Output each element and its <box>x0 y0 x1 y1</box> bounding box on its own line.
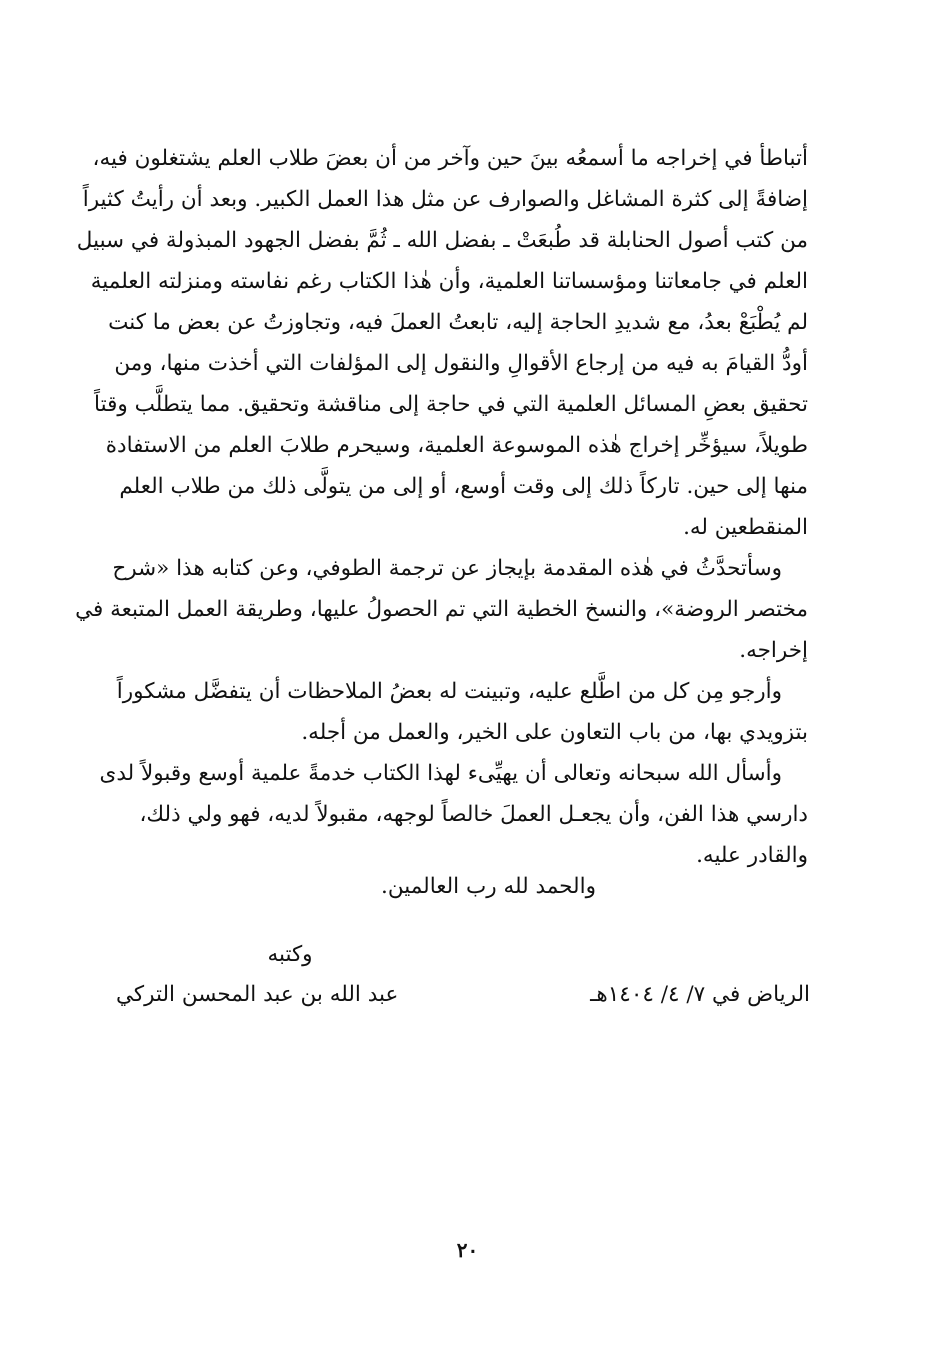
text-line: من كتب أصول الحنابلة قد طُبعَتْ ـ بفضل الله ـ ثُمَّ بفضل الجهود المبذولة في سبيل <box>76 228 808 253</box>
closing-praise: والحمد لله رب العالمين. <box>381 874 596 899</box>
text-line: وسأتحدَّثُ في هٰذه المقدمة بإيجاز عن ترجمة الطوفي، وعن كتابه هذا «شرح <box>112 556 782 581</box>
text-line: والقادر عليه. <box>696 843 808 868</box>
text-line: إخراجه. <box>739 638 808 663</box>
text-line: المنقطعين له. <box>683 515 808 540</box>
text-line: لم يُطْبَعْ بعدُ، مع شديدِ الحاجة إليه، تابعتُ العملَ فيه، وتجاوزتُ عن بعض ما كنت <box>108 310 808 335</box>
text-line: بتزويدي بها، من باب التعاون على الخير، والعمل من أجله. <box>301 720 808 745</box>
body-text <box>75 138 808 876</box>
text-line: دارسي هذا الفن، وأن يجعـل العملَ خالصاً لوجهه، مقبولاً لديه، فهو ولي ذلك، <box>139 802 808 827</box>
text-line: منها إلى حين. تاركاً ذلك إلى وقت أوسع، أو إلى من يتولَّى ذلك من طلاب العلم <box>119 474 808 499</box>
text-line: مختصر الروضة»، والنسخ الخطية التي تم الحصولُ عليها، وطريقة العمل المتبعة في <box>75 597 808 622</box>
text-line: العلم في جامعاتنا ومؤسساتنا العلمية، وأن هٰذا الكتاب رغم نفاسته ومنزلته العلمية <box>90 269 808 294</box>
text-line: وأرجو مِن كل من اطَّلع عليه، وتبينت له بعضُ الملاحظات أن يتفضَّل مشكوراً <box>116 679 782 704</box>
text-line: وأسأل الله سبحانه وتعالى أن يهيِّىء لهذا الكتاب خدمةً علمية أوسع وقبولاً لدى <box>99 761 782 786</box>
text-line: أودُّ القيامَ به فيه من إرجاع الأقوالِ والنقول إلى المؤلفات التي أخذت منها، ومن <box>114 351 808 376</box>
text-line: تحقيق بعضِ المسائل العلمية التي في حاجة إلى مناقشة وتحقيق. مما يتطلَّب وقتاً <box>94 392 808 417</box>
text-line: طويلاً، سيؤخِّر إخراج هٰذه الموسوعة العلمية، وسيحرم طلابَ العلم من الاستفادة <box>105 433 808 458</box>
text-line: أتباطأ في إخراجه ما أسمعُه بينَ حين وآخر من أن بعضَ طلاب العلم يشتغلون فيه، <box>92 146 808 171</box>
page-number: ٢٠ <box>456 1238 479 1262</box>
signature-label: وكتبه <box>267 942 313 967</box>
author-name: عبد الله بن عبد المحسن التركي <box>116 982 399 1007</box>
text-line: إضافةً إلى كثرة المشاغل والصوارف عن مثل هذا العمل الكبير. وبعد أن رأيتُ كثيراً <box>82 187 808 212</box>
place-and-date: الرياض في ٧/ ٤/ ١٤٠٤هـ <box>590 982 810 1007</box>
